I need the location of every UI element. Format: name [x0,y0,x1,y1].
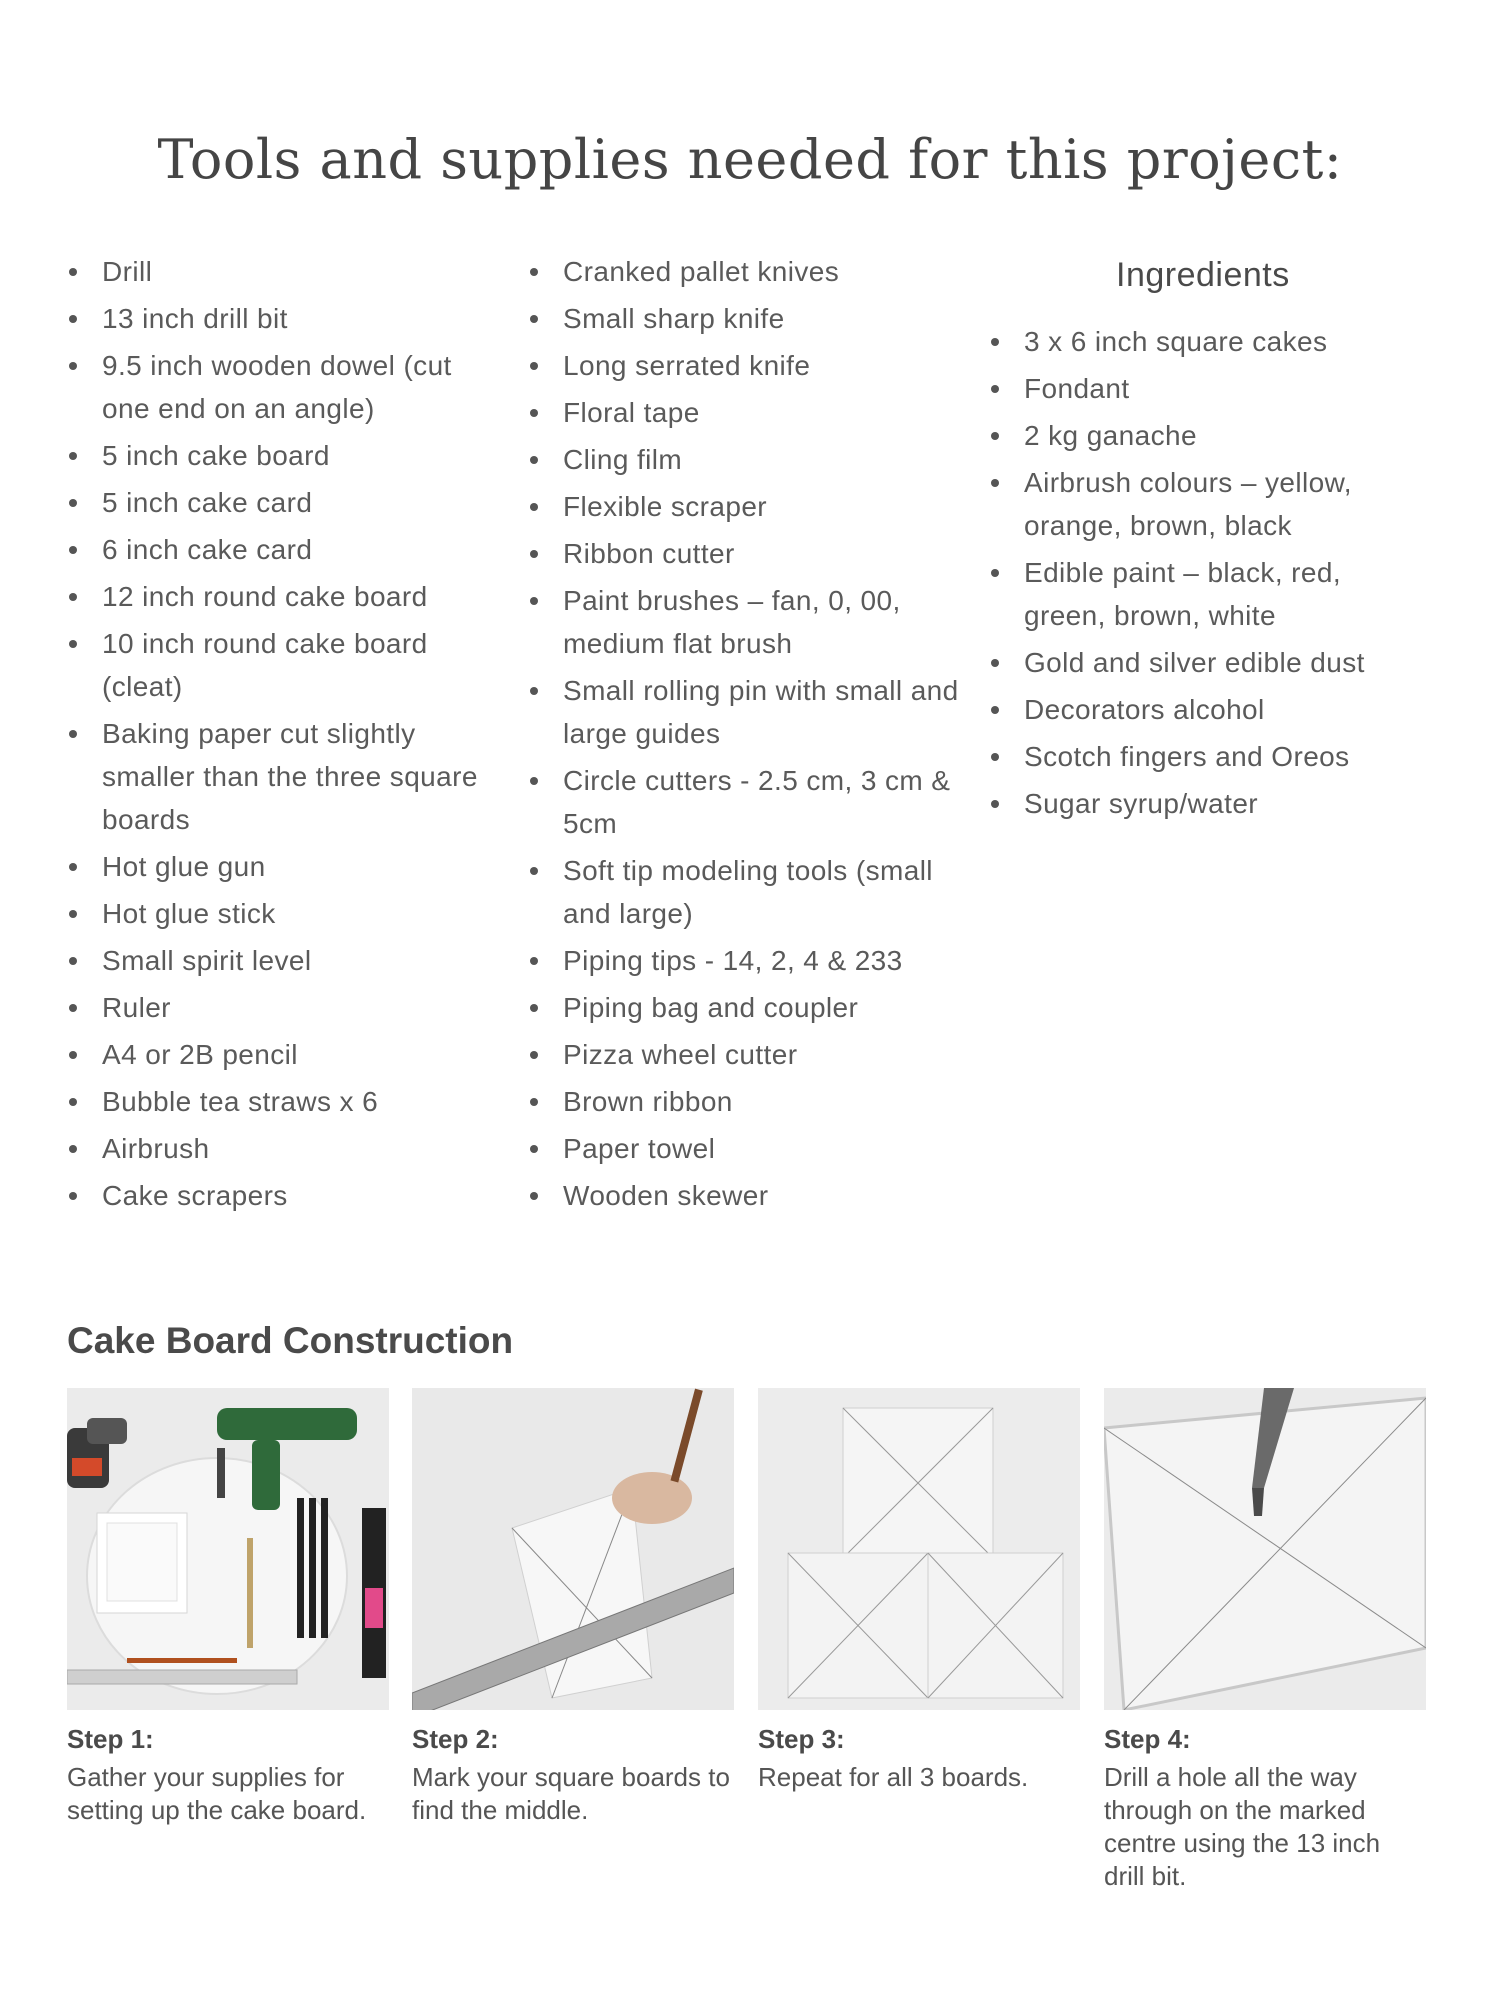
step-2-text: Mark your square boards to find the middle. [412,1762,730,1825]
tool-item: Flexible scraper [528,485,978,528]
tool-item: Soft tip modeling tools (small and large) [528,849,978,935]
ingredient-item: 2 kg ganache [989,414,1429,457]
section-title: Cake Board Construction [67,1320,514,1361]
tools-list-middle [528,250,978,1221]
tool-item: Brown ribbon [528,1080,978,1123]
ingredient-item: Fondant [989,367,1429,410]
tool-item: Airbrush [67,1127,497,1170]
tool-item: 6 inch cake card [67,528,497,571]
ingredient-item: Edible paint – black, red, green, brown, white [989,551,1429,637]
step-3-label: Step 3: [758,1724,845,1754]
step-4-label: Step 4: [1104,1724,1191,1754]
tool-item: Wooden skewer [528,1174,978,1217]
tool-item: Baking paper cut slightly smaller than the three square boards [67,712,497,841]
drilling-photo [1104,1388,1426,1710]
tool-item: Hot glue gun [67,845,497,888]
tool-item: A4 or 2B pencil [67,1033,497,1076]
tool-item: Pizza wheel cutter [528,1033,978,1076]
tool-item: Cake scrapers [67,1174,497,1217]
tool-item: Piping tips - 14, 2, 4 & 233 [528,939,978,982]
step-4-text: Drill a hole all the way through on the marked centre using the 13 inch drill bit. [1104,1762,1381,1891]
step-1-text: Gather your supplies for setting up the cake board. [67,1762,367,1825]
tool-item: 9.5 inch wooden dowel (cut one end on an angle) [67,344,497,430]
tool-item: Bubble tea straws x 6 [67,1080,497,1123]
ingredients-list [989,320,1429,829]
step-2-label: Step 2: [412,1724,499,1754]
tool-item: 10 inch round cake board (cleat) [67,622,497,708]
step-1-label: Step 1: [67,1724,154,1754]
ingredient-item: Decorators alcohol [989,688,1429,731]
ingredient-item: Scotch fingers and Oreos [989,735,1429,778]
ingredient-item: Gold and silver edible dust [989,641,1429,684]
step-1 [67,1388,389,1827]
tool-item: Paint brushes – fan, 0, 00, medium flat brush [528,579,978,665]
step-3-text: Repeat for all 3 boards. [758,1762,1029,1792]
tool-item: Circle cutters - 2.5 cm, 3 cm & 5cm [528,759,978,845]
tool-item: 5 inch cake board [67,434,497,477]
step-3 [758,1388,1080,1794]
ingredients-heading: Ingredients [1116,256,1290,294]
tools-list-left [67,250,497,1221]
tool-item: Floral tape [528,391,978,434]
tool-item: Long serrated knife [528,344,978,387]
tool-item: Ruler [67,986,497,1029]
tool-item: Small spirit level [67,939,497,982]
tool-item: Ribbon cutter [528,532,978,575]
step-2 [412,1388,734,1827]
tool-item: 13 inch drill bit [67,297,497,340]
ingredient-item: Sugar syrup/water [989,782,1429,825]
step-4 [1104,1388,1426,1893]
tool-item: Drill [67,250,497,293]
supplies-photo [67,1388,389,1710]
tool-item: Cling film [528,438,978,481]
tool-item: Piping bag and coupler [528,986,978,1029]
tool-item: Small rolling pin with small and large guides [528,669,978,755]
tool-item: Small sharp knife [528,297,978,340]
page-title: Tools and supplies needed for this project: [157,128,1343,191]
ingredient-item: 3 x 6 inch square cakes [989,320,1429,363]
tool-item: Hot glue stick [67,892,497,935]
ingredient-item: Airbrush colours – yellow, orange, brown, black [989,461,1429,547]
tool-item: Cranked pallet knives [528,250,978,293]
tool-item: 5 inch cake card [67,481,497,524]
tool-item: 12 inch round cake board [67,575,497,618]
marking-photo [412,1388,734,1710]
tool-item: Paper towel [528,1127,978,1170]
three-boards-photo [758,1388,1080,1710]
